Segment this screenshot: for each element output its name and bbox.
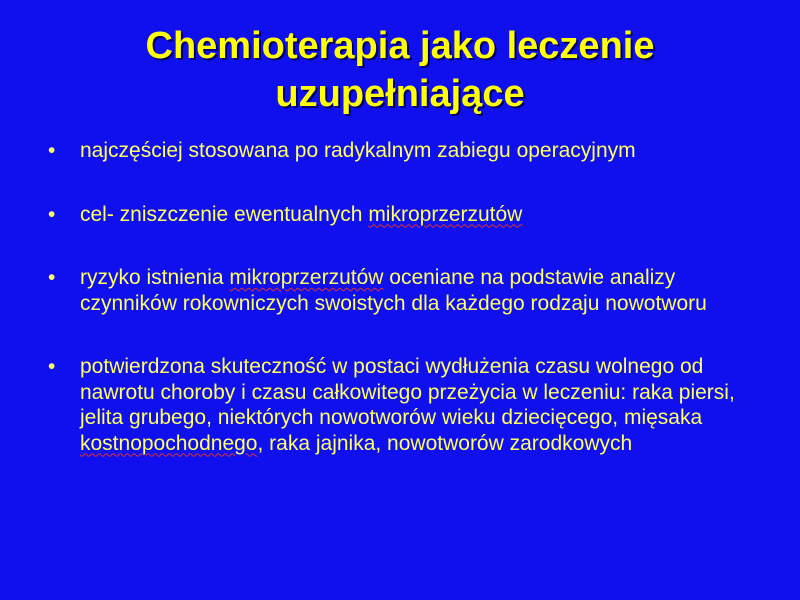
- bullet-item-1: [48, 138, 748, 164]
- bullet-icon: •: [48, 355, 56, 378]
- slide-title-line-2: uzupełniające: [275, 73, 525, 115]
- bullet-text: potwierdzona skuteczność w postaci wydłużenia czasu wolnego od nawrotu choroby i czasu całkowitego przeżycia w leczeniu: raka piersi, jelita grubego, niektórych nowotworów wieku dziecięcego, mięsaka: [80, 355, 735, 429]
- slide-title-line-1: Chemioterapia jako leczenie: [145, 25, 655, 67]
- bullet-item-2: [48, 202, 748, 228]
- bullet-list: [48, 138, 748, 456]
- bullet-text: najczęściej stosowana po radykalnym zabiegu operacyjnym: [80, 139, 636, 162]
- spellcheck-flagged-word: mikroprzerzutów: [368, 202, 523, 226]
- bullet-icon: •: [48, 266, 56, 289]
- bullet-item-4: [48, 354, 748, 456]
- spellcheck-flagged-word: kostnopochodnego: [80, 431, 258, 455]
- bullet-item-3: [48, 265, 748, 316]
- bullet-icon: •: [48, 202, 56, 226]
- bullet-text-continued: , raka jajnika, nowotworów zarodkowych: [257, 431, 633, 455]
- slide-title: [40, 22, 760, 118]
- bullet-text-continued: oceniane na podstawie analizy czynników rokowniczych swoistych dla każdego rodzaju nowotworu: [80, 266, 707, 315]
- spellcheck-flagged-word: mikroprzerzutów: [229, 266, 384, 289]
- bullet-icon: •: [48, 139, 56, 162]
- bullet-text: cel- zniszczenie ewentualnych: [80, 202, 369, 226]
- bullet-text: ryzyko istnienia: [80, 266, 230, 289]
